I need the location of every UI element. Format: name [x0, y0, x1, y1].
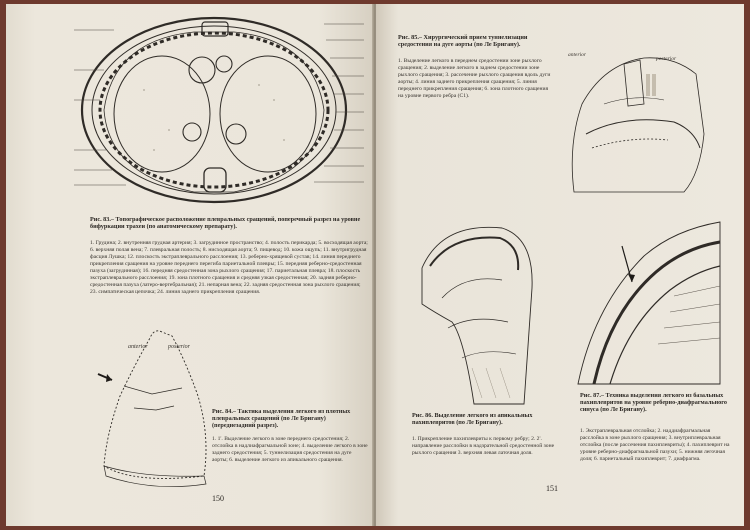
fig84-caption-body: 1. 1'. Выделение легкого в зоне переднего средостения; 2. отслойка в надлиафрагмальной зоне; 4. выделение легкого в зоне заднего средостения; 5. туннелизация средостения на дуге аорты; 6. выделение легкого из апикального сращения. — [212, 436, 368, 463]
fig84-lung-diagram — [94, 326, 214, 491]
fig86-apical-illustration — [412, 218, 538, 408]
fig83-caption-body: 1. Грудина; 2. внутренняя грудная артерия; 3. загрудинное пространство; 4. полость перикарда; 5. восходящая аорта; 6. верхняя полая вена; 7. плевральная полость; 8. нисходящая аорта; 9. пищевод; 10. кожа ощупь; 11. внутригрудная фасция Лушка; 12. плоскость экстраплеврального расслоения; 13. реберно-хрящевой сустав; 14. линия переднего прикрепления сращения на уровне переднего перегиба париетальной плевры; 15. передняя реберно-средостенная пазуха (загрудинная); 16. передняя средостенная зона рыхлого сращения; 17. париетальная плевра; 18. плоскость экстраплеврального расслоения; 19. зона плотного сращения и средняя узкая средостенная; 20. задняя реберно-средостенная пазуха (латеро-вертебральная); 21. непарная вена; 22. задняя средостенная зона рыхлого сращения; 23. симпатическая цепочка; 24. линия заднего прикрепления сращения. — [90, 240, 368, 295]
fig85-surgical-illustration — [564, 44, 714, 194]
fig85-anterior-label: anterior — [568, 52, 587, 58]
left-page — [6, 4, 374, 526]
fig87-caption-body: 1. Экстраплевральная отслойка; 2. наддиафрагмальная расслойка в зоне рыхлого сращения; 3. внутриплевральная отслойка (после рассечения пахиплевриты); 4. пахиплеврит на уровне реберно-диафрагмальной пазухи; 5. нижняя легочная доля; 6. париетальный пахиплеврит; 7. диафрагма. — [580, 428, 730, 462]
fig87-caption-title: Рис. 87.– Техника выделения легкого из базальных пахиплевритов на уровне реберно-диафрагмального синуса (по Ле Бригану). — [580, 392, 728, 414]
fig84-anterior-label: anterior — [128, 344, 148, 350]
page-number-right: 151 — [546, 484, 558, 493]
fig85-posterior-label: posterior — [656, 56, 677, 62]
page-number-left: 150 — [212, 494, 224, 503]
book-spread — [6, 4, 744, 526]
fig87-basal-illustration — [574, 216, 724, 388]
fig84-caption-title: Рис. 84.– Тактика выделения легкого из плотных плевральных сращений (по Ле Бригану) (переднезадний разрез). — [212, 408, 351, 430]
fig86-caption-title: Рис. 86. Выделение легкого из апикальных пахиплевритов (по Ле Бригану). — [412, 412, 533, 427]
fig86-caption-body: 1. Прикрепление пахиплевриты к первому ребру; 2. 2'. направление расслойки в надзрательной средостенной зоне рыхлого сращения 3. верхняя левая латочная доля. — [412, 436, 555, 456]
fig85-caption-title: Рис. 85.– Хирургический прием туннелизации средостения на дуге аорты (по Ле Бригану). — [398, 34, 528, 49]
fig83-caption-title: Рис. 83.– Топографическое расположение плевральных сращений, поперечный разрез на уровне бифуркации трахеи (по анатомическому препарату). — [90, 216, 361, 231]
fig84-posterior-label: posterior — [168, 344, 191, 350]
fig85-caption-body: 1. Выделение легкого в переднем средостении зоне рыхлого сращения; 2. выделение легкого в заднем средостении зоне рыхлого сращения; 3. рассечение рыхлого сращения вдоль дуги аорты; 4. линия заднего прикрепления сращения; 5. линия переднего прикрепления сращения; 6. зона плотного сращения на уровне первого ребра (C1). — [398, 58, 551, 99]
right-page — [376, 4, 744, 526]
fig83-thorax-cross-section — [74, 10, 364, 210]
